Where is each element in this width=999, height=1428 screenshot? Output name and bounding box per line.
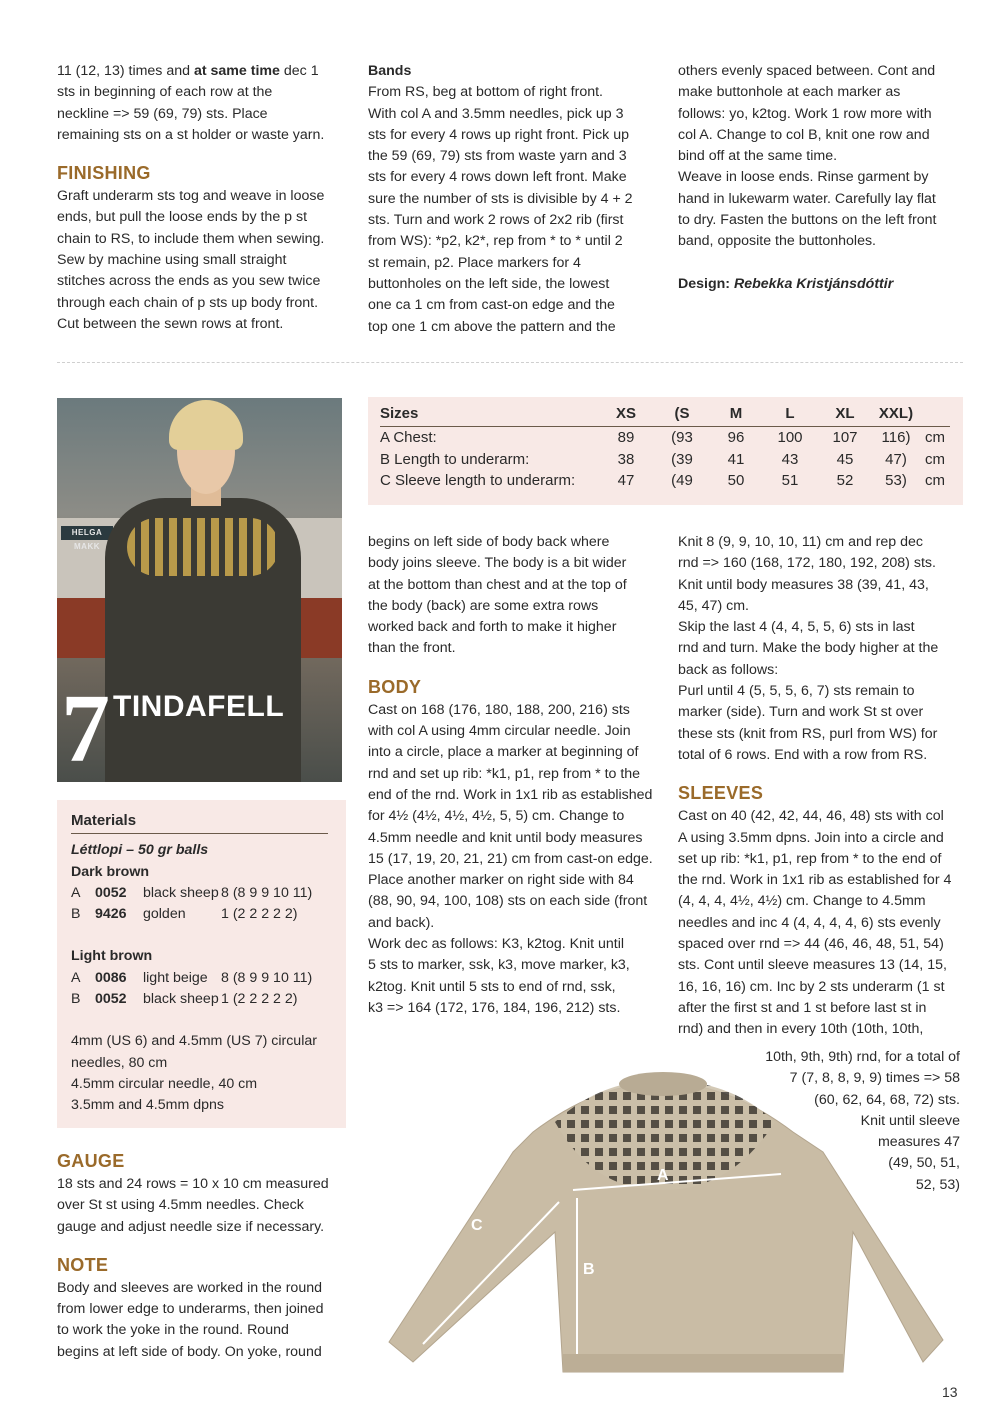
text-line: over St st using 4.5mm needles. Check [57, 1197, 304, 1214]
text-line: band, opposite the buttonholes. [678, 233, 876, 250]
size-row-label: C Sleeve length to underarm: [380, 472, 576, 489]
size-col: XXL) [872, 402, 920, 427]
text-line: rnd and set up rib: *k1, p1, rep from * to the [368, 765, 641, 782]
text-line: these sts (knit from RS, purl from WS) for [678, 725, 938, 742]
text-line: 45, 47) cm. [678, 597, 749, 614]
text-line: sts. Turn and work 2 rows of 2x2 rib (first [368, 212, 624, 229]
text-line: end of the rnd. Work in 1x1 rib as established [368, 786, 653, 803]
text-line: 7 (7, 8, 8, 9, 9) times => 58 [789, 1070, 960, 1087]
size-col: M [710, 402, 762, 427]
pattern-title: TINDAFELL [113, 690, 285, 723]
label-c: C [471, 1217, 483, 1234]
text-line: Purl until 4 (5, 5, 5, 6, 7) sts remain to [678, 683, 915, 700]
text-line: col A. Change to col B, knit one row and [678, 126, 930, 143]
text-line: ends, but pull the loose ends by the p st [57, 209, 308, 226]
size-value: 107 [832, 429, 858, 446]
bands-heading: Bands [368, 63, 412, 79]
text-line: k2tog. Knit until 5 sts to end of rnd, ssk, [368, 978, 616, 995]
text-line: to work the yoke in the round. Round [57, 1322, 289, 1339]
text-line: follows: yo, k2tog. Work 1 row more with [678, 105, 932, 122]
colorway-title: Light brown [71, 948, 153, 965]
sizes-table [368, 397, 963, 505]
size-value: 38 [617, 450, 635, 468]
text-line: hand in lukewarm water. Carefully lay flat [678, 190, 936, 207]
text-line: Work dec as follows: K3, k2tog. Knit until [368, 936, 625, 953]
sizes-header-row [380, 402, 950, 427]
text-line: into a circle, place a marker at beginning of [368, 744, 639, 761]
text-line: worked back and forth to make it higher [368, 619, 617, 636]
size-col: XS [598, 402, 654, 427]
size-value: 43 [781, 450, 799, 468]
text-line: gauge and adjust needle size if necessary. [57, 1218, 325, 1235]
section-divider [57, 362, 963, 363]
text-line: back as follows: [678, 661, 779, 678]
text-line: sts for every 4 rows up right front. Pick up [368, 126, 629, 143]
text-line: Body and sleeves are worked in the round [57, 1279, 322, 1296]
material-row: A 0086 light beige 8 (8 9 9 10 11) [71, 969, 313, 986]
label-a: A [657, 1167, 669, 1184]
sizes-header: Sizes [380, 402, 598, 427]
col2-top [368, 61, 668, 338]
size-value: 47 [617, 472, 635, 489]
text-line: others evenly spaced between. Cont and [678, 63, 936, 79]
text-line: Sew by machine using small straight [57, 252, 287, 269]
text-line: 5 sts to marker, ssk, k3, move marker, k3, [368, 957, 630, 974]
text-line: Cast on 168 (176, 180, 188, 200, 216) sts [368, 701, 630, 718]
text-line: (49, 50, 51, [888, 1155, 960, 1172]
text-line: Knit until body measures 38 (39, 41, 43, [678, 576, 929, 593]
text-line: measures 47 [877, 1134, 960, 1151]
text-line: 52, 53) [915, 1176, 960, 1193]
size-value: 47) [885, 450, 907, 468]
sweater-measurement-diagram [383, 1062, 949, 1382]
text-line: 16, 16, 16) cm. Inc by 2 sts underarm (1 st [678, 978, 945, 995]
material-row: B 9426 golden 1 (2 2 2 2 2) [71, 906, 298, 923]
text-line: spaced over rnd => 44 (46, 46, 48, 51, 54) [678, 936, 944, 953]
size-value: 51 [781, 472, 799, 489]
needles-line: needles, 80 cm [71, 1054, 168, 1071]
text-line: 18 sts and 24 rows = 10 x 10 cm measured [57, 1176, 329, 1192]
material-row: A 0052 black sheep 8 (8 9 9 10 11) [71, 884, 313, 901]
label-b: B [583, 1261, 595, 1278]
gauge-note [57, 1138, 352, 1363]
col1-top [57, 61, 357, 335]
text-line: rnd => 160 (168, 172, 180, 192, 208) sts. [678, 555, 936, 572]
text-line: with col A using 4mm circular needle. Join [368, 723, 631, 740]
text-line: (88, 90, 94, 100, 108) sts on each side (front [368, 893, 648, 910]
text-line: sts. Cont until sleeve measures 13 (14, 15, [678, 957, 947, 974]
text-line: With col A and 3.5mm needles, pick up 3 [368, 105, 624, 122]
size-value: 52 [836, 472, 854, 489]
text-line: from WS): *p2, k2*, rep from * to * until 2 [368, 233, 623, 250]
text-line: marker (side). Turn and work St st over [678, 704, 924, 721]
text-line: (4, 4, 4, 4½, 4½) cm. Change to 4.5mm [678, 893, 926, 910]
text-line: body joins sleeve. The body is a bit wider [368, 555, 627, 572]
size-unit: cm [925, 429, 945, 446]
col2-mid [368, 532, 668, 1019]
text-line: the 59 (69, 79) sts from waste yarn and 3 [368, 148, 627, 165]
text-line: than the front. [368, 640, 456, 657]
text-line: k3 => 164 (172, 176, 184, 196, 212) sts. [368, 999, 621, 1016]
body-heading: BODY [368, 676, 422, 697]
text-line: Cut between the sewn rows at front. [57, 315, 284, 332]
text-line: Graft underarm sts tog and weave in loose [57, 188, 325, 205]
size-value: 96 [727, 429, 745, 446]
text-line: from lower edge to underarms, then joined [57, 1301, 324, 1318]
text-line: 10th, 9th, 9th) rnd, for a total of [765, 1049, 960, 1065]
text-line: 4.5mm needle and knit until body measures [368, 829, 643, 846]
size-value: 50 [727, 472, 745, 489]
col3-mid [678, 532, 978, 1041]
design-credit: Design: Rebekka Kristjánsdóttir [678, 275, 894, 292]
size-value: (49 [671, 472, 693, 489]
text-line: set up rib: *k1, p1, rep from * to the end of [678, 850, 942, 867]
text-line: after the first st and 1 st before last st in [678, 999, 927, 1016]
text-line: chain to RS, to include them when sewing. [57, 230, 325, 247]
size-value: 45 [836, 450, 854, 468]
text-line: for 4½ (4½, 4½, 4½, 5, 5) cm. Change to [368, 808, 625, 825]
text-line: Skip the last 4 (4, 4, 5, 5, 6) sts in last [678, 619, 915, 636]
needles-line: 4mm (US 6) and 4.5mm (US 7) circular [71, 1033, 317, 1050]
pattern-number: 7 [61, 675, 110, 782]
text-line: sure the number of sts is divisible by 4 + 2 [368, 190, 633, 207]
text-line: bind off at the same time. [678, 148, 838, 165]
size-row-label: B Length to underarm: [380, 450, 530, 468]
text-line: begins on left side of body back where [368, 534, 610, 550]
size-value: 116) [881, 429, 911, 446]
size-unit: cm [925, 472, 945, 489]
size-value: (39 [671, 450, 693, 468]
text-line: through each chain of p sts up body front. [57, 294, 319, 311]
text-line: A using 3.5mm dpns. Join into a circle and [678, 829, 944, 846]
finishing-heading: FINISHING [57, 163, 151, 184]
text-line: 15 (17, 19, 20, 21, 21) cm from cast-on edge. [368, 850, 653, 867]
size-value: 53) [885, 472, 907, 489]
size-col: (S [654, 402, 710, 427]
text-line: Knit 8 (9, 9, 10, 10, 11) cm and rep dec [678, 534, 924, 550]
size-col: XL [818, 402, 872, 427]
text-line: (60, 62, 64, 68, 72) sts. [814, 1091, 960, 1108]
text-line: rnd and turn. Make the body higher at the [678, 640, 939, 657]
text-line: Knit until sleeve [860, 1112, 960, 1129]
text-line: needles and inc 4 (4, 4, 4, 4, 6) sts evenly [678, 914, 941, 931]
text-line: top one 1 cm above the pattern and the [368, 318, 616, 335]
size-value: 41 [727, 450, 745, 468]
text-line: make buttonhole at each marker as [678, 84, 901, 101]
sizes-row [380, 449, 950, 471]
text-line: st remain, p2. Place markers for 4 [368, 254, 581, 271]
text-line: From RS, beg at bottom of right front. [368, 84, 603, 101]
text-line: begins at left side of body. On yoke, round [57, 1343, 322, 1360]
materials-box [57, 800, 346, 1128]
text-line: to dry. Fasten the buttons on the left front [678, 212, 937, 229]
text-line: stitches across the ends as you sew twice [57, 273, 321, 290]
page-number: 13 [942, 1384, 958, 1400]
size-value: 89 [617, 429, 635, 446]
sizes-row [380, 470, 950, 492]
text-line: remaining sts on a st holder or waste yarn. [57, 126, 325, 143]
size-value: (93 [671, 429, 693, 446]
text-line: rnd) and then in every 10th (10th, 10th, [678, 1021, 924, 1038]
text-line: the body (back) are some extra rows [368, 597, 599, 614]
text-line: at the bottom than chest and at the top of [368, 576, 627, 593]
text-line: sts for every 4 rows down left front. Make [368, 169, 627, 186]
note-heading: NOTE [57, 1254, 109, 1275]
size-unit: cm [925, 450, 945, 468]
needles-line: 3.5mm and 4.5mm dpns [71, 1097, 224, 1114]
text-line: sts in beginning of each row at the [57, 84, 273, 101]
boat-sign: HELGA MAKK [61, 526, 113, 540]
text-line: Cast on 40 (42, 42, 44, 46, 48) sts with col [678, 808, 944, 825]
size-value: 100 [777, 429, 803, 446]
sleeves-heading: SLEEVES [678, 783, 764, 804]
text-line: and back). [368, 914, 435, 931]
text-line: Weave in loose ends. Rinse garment by [678, 169, 929, 186]
model-photo [57, 398, 342, 782]
text-line: 11 (12, 13) times and at same time dec 1 [57, 63, 319, 79]
size-row-label: A Chest: [380, 429, 437, 446]
col3-top [678, 61, 978, 295]
needles-line: 4.5mm circular needle, 40 cm [71, 1075, 258, 1092]
materials-heading: Materials [71, 810, 328, 834]
text-line: Place another marker on right side with 84 [368, 872, 634, 889]
material-row: B 0052 black sheep 1 (2 2 2 2 2) [71, 991, 298, 1008]
colorway-title: Dark brown [71, 863, 150, 880]
text-line: neckline => 59 (69, 79) sts. Place [57, 105, 268, 122]
text-line: one ca 1 cm from cast-on edge and the [368, 297, 615, 314]
gauge-heading: GAUGE [57, 1151, 125, 1171]
size-col: L [762, 402, 818, 427]
text-line: buttonholes on the left side, the lowest [368, 275, 610, 292]
yarn-type: Léttlopi – 50 gr balls [71, 842, 209, 859]
sizes-row [380, 427, 950, 449]
text-line: total of 6 rows. End with a row from RS. [678, 746, 928, 763]
text-line: the rnd. Work in 1x1 rib as established for 4 [678, 872, 952, 889]
